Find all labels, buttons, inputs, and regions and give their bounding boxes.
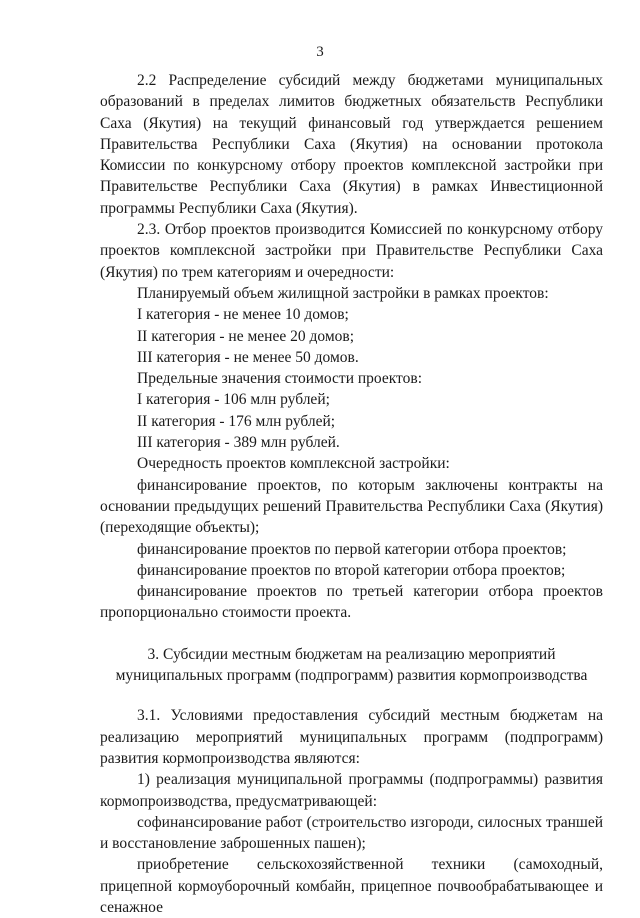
paragraph: Планируемый объем жилищной застройки в рамках проектов: (137, 284, 549, 302)
list-item: I категория - не менее 10 домов; (137, 306, 349, 324)
list-item: финансирование проектов, по которым заключены контракты на основании предыдущих решений Правительства Республики Саха (Якутия) (переходящие объекты); (100, 476, 603, 537)
paragraph: 3.1. Условиями предоставления субсидий местным бюджетам на реализацию мероприятий муниципальных программ (подпрограмм) развития кормопроизводства являются: (100, 707, 603, 767)
list-item: II категория - не менее 20 домов; (137, 327, 354, 345)
page-number: 3 (316, 44, 324, 60)
paragraph: 2.2 Распределение субсидий между бюджетами муниципальных образований в пределах лимитов бюджетных обязательств Республики Саха (Якутия) на текущий финансовый год утверждается решением Правительства Республики Саха (Якутия) на основании протокола Комиссии по конкурсному отбору проектов комплексной застройки при Правительстве Республики Саха (Якутия) в рамках Инвестиционной программы Республики Саха (Якутия). (100, 72, 603, 217)
list-item: финансирование проектов по первой категории отбора проектов; (137, 540, 567, 558)
paragraph: Предельные значения стоимости проектов: (137, 370, 422, 388)
list-item: приобретение сельскохозяйственной техники (самоходный, прицепной кормоуборочный комбайн, прицепное почвообрабатывающее и сенажное (100, 856, 603, 916)
paragraph: Очередность проектов комплексной застройки: (137, 455, 450, 473)
list-item: II категория - 176 млн рублей; (137, 412, 336, 430)
list-item: III категория - не менее 50 домов. (137, 348, 359, 366)
paragraph: 1) реализация муниципальной программы (подпрограммы) развития кормопроизводства, предусматривающей: (100, 771, 603, 810)
list-item: финансирование проектов по третьей категории отбора проектов пропорционально стоимости проекта. (100, 583, 603, 622)
list-item: софинансирование работ (строительство изгороди, силосных траншей и восстановление заброшенных пашен); (100, 813, 603, 853)
paragraph: 2.3. Отбор проектов производится Комиссией по конкурсному отбору проектов комплексной застройки при Правительстве Республики Саха (Якутия) по трем категориям и очередности: (100, 221, 603, 281)
list-item: финансирование проектов по второй категории отбора проектов; (137, 561, 566, 579)
document-body (100, 70, 603, 918)
section-heading: 3. Субсидии местным бюджетам на реализацию мероприятий муниципальных программ (подпрограмм) развития кормопроизводства (115, 645, 588, 685)
list-item: III категория - 389 млн рублей. (137, 434, 340, 452)
list-item: I категория - 106 млн рублей; (137, 391, 330, 409)
